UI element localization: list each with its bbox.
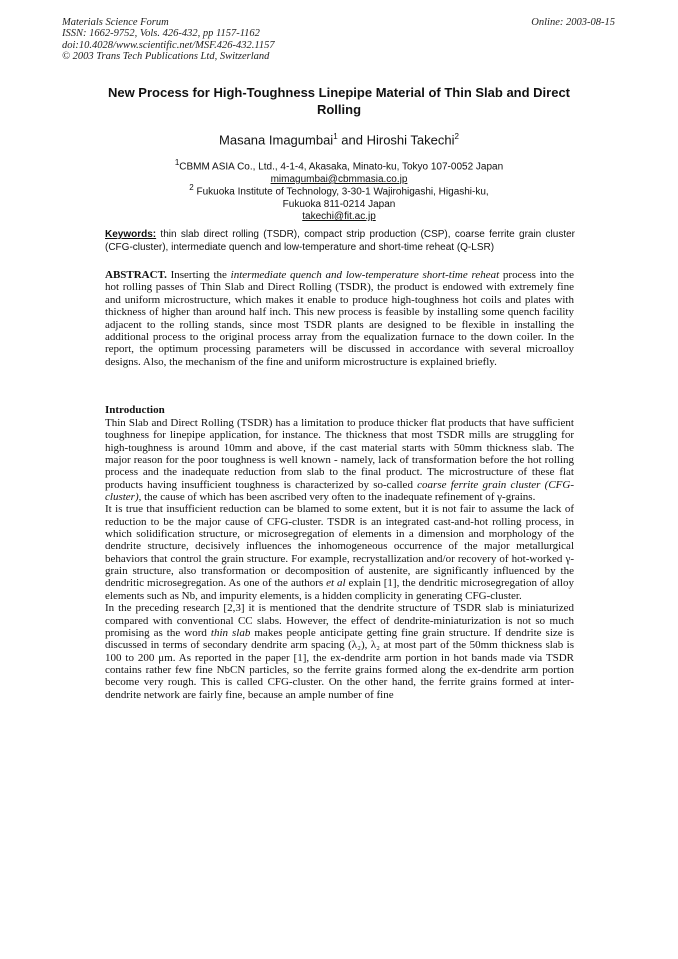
intro-p2-text-b: explain [1], the dendritic microsegregation of alloy elements such as Nb, and impurity elements, is a hidden complicity in generating CFG-cluster. [105,577,574,602]
intro-paragraph-1 [105,417,574,503]
author-1: Masana Imagumbai [219,132,334,148]
issn-line: ISSN: 1662-9752, Vols. 426-432, pp 1157-1162 [62,28,260,40]
abstract-italic-phrase: intermediate quench and low-temperature short-time reheat [230,269,500,281]
affiliation-1-mark: 1 [174,158,180,167]
intro-p1-text-b: , the cause of which has been ascribed very often to the inadequate refinement of γ-grains. [138,491,536,504]
affiliation-2 [0,182,678,224]
intro-p1-italic: coarse ferrite grain cluster (CFG-cluster) [105,478,574,504]
keywords-label: Keywords: [105,229,157,240]
author-line [0,132,678,147]
intro-paragraph-3 [105,602,574,701]
author-2: Hiroshi Takechi [366,132,455,148]
intro-paragraph-2 [105,503,574,602]
author-1-affil-mark: 1 [333,132,338,141]
keywords-block [105,229,575,254]
affiliation-2-line-2: Fukuoka 811-0214 Japan [282,198,396,210]
author-conjunction: and [341,132,363,148]
keywords-text: thin slab direct rolling (TSDR), compact strip production (CSP), coarse ferrite grain cluster (CFG-cluster), intermediate quench and low-temperature and short-time reheat (Q-LSR) [105,229,575,253]
intro-p2-italic: et al [326,577,346,590]
author-1-email[interactable]: mimagumbai@cbmmasia.co.jp [270,173,408,185]
journal-name: Materials Science Forum [62,17,169,28]
intro-p3-text-a: In the preceding research [2,3] it is mentioned that the dendrite structure of TSDR slab is miniaturized compared with conventional CC slabs. However, the effect of dendrite-miniaturization is not so much promising as the word [105,602,574,639]
section-heading-introduction: Introduction [105,404,165,416]
abstract-label: ABSTRACT. [105,269,167,281]
affiliation-1-text: CBMM ASIA Co., Ltd., 4-1-4, Akasaka, Minato-ku, Tokyo 107-0052 Japan [179,161,504,173]
affiliation-2-mark: 2 [189,183,194,192]
paper-title: New Process for High-Toughness Linepipe Material of Thin Slab and Direct Rolling [107,85,571,117]
copyright-line: © 2003 Trans Tech Publications Ltd, Switzerland [62,51,270,63]
intro-p3-italic: thin slab [210,626,251,639]
introduction-body [105,417,574,701]
intro-p3-text-b: makes people anticipate getting fine grain structure. If dendrite size is discussed in terms of secondary dendrite arm spacing (λ₂), λ₂ at most part of the 50mm thickness slab is 100 to 200 μm. As reported in the paper [1], the ex-dendrite arm portion in hot bands made via TSDR contains rather few fine NbCN particles, so the ferrite grains formed along the ex-dendrite arm portion become very rough. This is called CFG-cluster. On the other hand, the ferrite grains formed at inter-dendrite network are fairly fine, because an ample number of fine [105,626,574,701]
intro-p2-text-a: It is true that insufficient reduction can be blamed to some extent, but it is not fair to assume the lack of reduction to be the major cause of CFG-cluster. TSDR is an integrated cast-and-hot rolling process, in which solidification structure, or microsegregation of elements in a dimension and morphology of the dendrite structure, decisively influences the inhomogeneous occurrence of the major metallurgical behaviors that control the grain structure. For example, recrystallization and/or recovery of hot-worked γ-grain structure, also transformation or decomposition of austenite, are significantly influenced by the dendritic microsegregation. As one of the authors [105,503,574,590]
author-2-affil-mark: 2 [454,132,459,141]
doi-line: doi:10.4028/www.scientific.net/MSF.426-432.1157 [62,39,275,51]
affiliation-2-line-1: Fukuoka Institute of Technology, 3-30-1 Wajirohigashi, Higashi-ku, [196,186,489,198]
intro-p1-text-a: Thin Slab and Direct Rolling (TSDR) has a limitation to produce thicker flat products that have sufficient toughness for linepipe application, for instance. The thickness that most TSDR mills are struggling for high-toughness is around 10mm and above, if the cast material starts with 50mm thickness slab. The major reason for the poor toughness is well known - namely, lack of transformation before the hot rolling process and the inadequate reduction from slab to the final product. The microstructure of these flat products having insufficient toughness is characterized by so-called [105,417,574,491]
author-2-email[interactable]: takechi@fit.ac.jp [302,211,376,223]
online-date: Online: 2003-08-15 [531,17,615,28]
abstract-text-1: Inserting the [166,269,231,281]
journal-header [62,17,275,63]
abstract-text-2: process into the hot rolling passes of Thin Slab and Direct Rolling (TSDR), the product is endowed with extremely fine and uniform microstructure, which makes it enable to produce high-toughness hot coils and plates with thickness of higher than around half inch. This new process is feasible by installing some quench facility adjacent to the rolling stands, since most TSDR plants are designed to be flexible in installing the additional process to the original process array from the equalization furnace to the down coiler. In the report, the optimum processing parameters will be discussed in accordance with several microalloy designs. Also, the mechanism of the fine and uniform microstructure is explained briefly. [105,269,574,368]
abstract-block [105,269,574,368]
